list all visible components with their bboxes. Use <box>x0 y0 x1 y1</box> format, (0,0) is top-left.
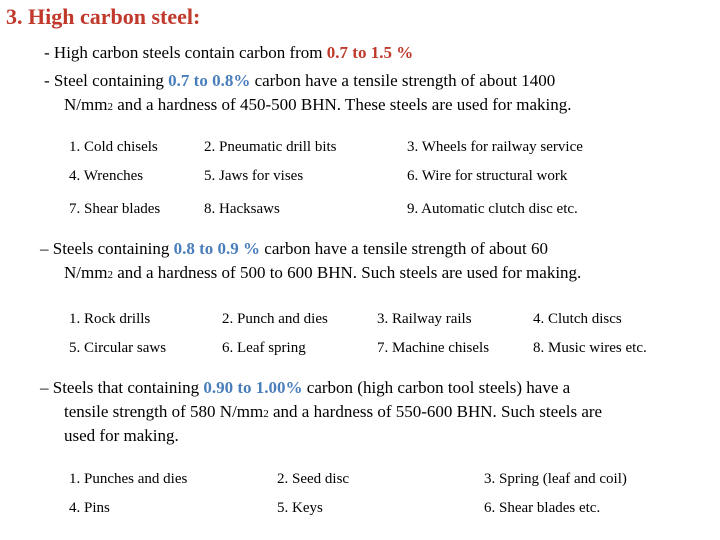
section2-line1-text: – Steels containing <box>40 239 174 258</box>
section2-use-item: 4. Clutch discs <box>533 311 622 327</box>
section1-line3 <box>64 95 572 115</box>
section2-line2 <box>64 263 581 283</box>
section1-line1-text: - High carbon steels contain carbon from <box>44 43 327 62</box>
section1-use-item: 2. Pneumatic drill bits <box>204 139 337 155</box>
section3-line2-text: tensile strength of 580 N/mm <box>64 402 264 421</box>
section1-line2-tail: carbon have a tensile strength of about 1400 <box>250 71 556 90</box>
section2-unit-superscript: 2 <box>107 269 113 281</box>
section2-line1-tail: carbon have a tensile strength of about 60 <box>260 239 549 258</box>
section1-carbon-range: 0.7 to 1.5 % <box>326 43 414 62</box>
section2-use-item: 6. Leaf spring <box>222 340 306 356</box>
section3-use-item: 5. Keys <box>277 500 323 516</box>
section3-use-item: 4. Pins <box>69 500 110 516</box>
section1-line3-text: N/mm <box>64 95 108 114</box>
section2-use-item: 1. Rock drills <box>69 311 151 327</box>
section2-line2-text: N/mm <box>64 263 108 282</box>
section1-use-item: 7. Shear blades <box>69 201 161 217</box>
section1-use-item: 4. Wrenches <box>69 168 144 184</box>
section1-line3-tail: and a hardness of 450-500 BHN. These steels are used for making. <box>112 95 572 114</box>
section1-use-item: 8. Hacksaws <box>204 201 280 217</box>
section3-line1-text: – Steels that containing <box>40 378 204 397</box>
section3-line2-tail: and a hardness of 550-600 BHN. Such steels are <box>268 402 603 421</box>
section3-line1 <box>40 378 570 398</box>
section3-use-item: 6. Shear blades etc. <box>484 500 601 516</box>
section3-line2 <box>64 402 602 422</box>
section2-line2-tail: and a hardness of 500 to 600 BHN. Such steels are used for making. <box>112 263 582 282</box>
section3-use-item: 1. Punches and dies <box>69 471 188 487</box>
section2-use-item: 3. Railway rails <box>377 311 472 327</box>
section1-line2-text: - Steel containing <box>44 71 169 90</box>
section1-use-item: 5. Jaws for vises <box>204 168 304 184</box>
section3-line1-tail: carbon (high carbon tool steels) have a <box>302 378 571 397</box>
section2-use-item: 5. Circular saws <box>69 340 167 356</box>
section3-use-item: 2. Seed disc <box>277 471 350 487</box>
section1-unit-superscript: 2 <box>107 101 113 113</box>
section2-use-item: 8. Music wires etc. <box>533 340 647 356</box>
section1-line2 <box>44 71 555 91</box>
section3-carbon-highlight: 0.90 to 1.00% <box>203 378 303 397</box>
section1-use-item: 9. Automatic clutch disc etc. <box>407 201 578 217</box>
section1-carbon-highlight: 0.7 to 0.8% <box>168 71 251 90</box>
section2-use-item: 2. Punch and dies <box>222 311 328 327</box>
section3-line3: used for making. <box>64 426 179 445</box>
section3-unit-superscript: 2 <box>263 408 269 420</box>
page-title: 3. High carbon steel: <box>6 4 201 29</box>
section1-use-item: 3. Wheels for railway service <box>407 139 583 155</box>
section2-use-item: 7. Machine chisels <box>377 340 490 356</box>
section3-use-item: 3. Spring (leaf and coil) <box>484 471 627 487</box>
section1-use-item: 6. Wire for structural work <box>407 168 568 184</box>
section2-line1 <box>40 239 548 259</box>
section1-use-item: 1. Cold chisels <box>69 139 158 155</box>
section2-carbon-highlight: 0.8 to 0.9 % <box>173 239 261 258</box>
section1-line1 <box>44 43 413 63</box>
